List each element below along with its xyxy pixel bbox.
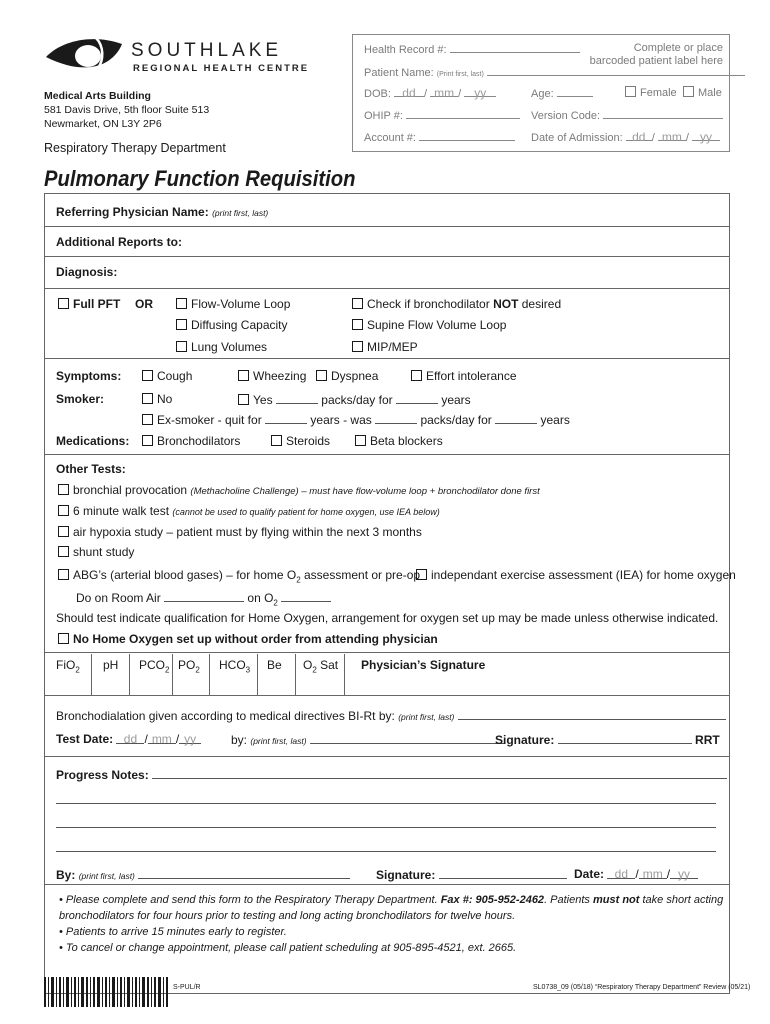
- bronchodialation-label: Bronchodialation given according to medical directives BI-Rt by:: [56, 709, 395, 723]
- abg-checkbox[interactable]: [58, 568, 420, 584]
- lab-pco2[interactable]: [139, 658, 169, 674]
- supine-flow-label: Supine Flow Volume Loop: [367, 318, 507, 332]
- admission-label: Date of Admission:: [531, 132, 623, 144]
- southlake-logo-icon: [44, 34, 124, 80]
- patient-name-hint: (Print first, last): [436, 71, 484, 78]
- air-hypoxia-checkbox[interactable]: [58, 525, 422, 539]
- rrt-label: RRT: [695, 733, 720, 747]
- room-air-label: Do on Room Air: [76, 591, 161, 605]
- ex-packs-label: packs/day for: [420, 413, 492, 427]
- walk-test-checkbox[interactable]: [58, 504, 440, 518]
- test-date-yy: yy: [184, 732, 197, 746]
- checkbox-icon: [352, 319, 363, 330]
- checkbox-icon: [58, 633, 69, 644]
- version-code-field[interactable]: [531, 108, 723, 122]
- progress-notes-field[interactable]: [56, 767, 727, 782]
- checkbox-icon: [238, 394, 249, 405]
- physician-signature-field[interactable]: Physician’s Signature: [361, 658, 486, 672]
- checkbox-icon: [58, 298, 69, 309]
- checkbox-icon: [625, 86, 636, 97]
- mip-mep-label: MIP/MEP: [367, 340, 418, 354]
- test-by-label: by:: [231, 733, 248, 747]
- test-date-label: Test Date:: [56, 732, 114, 746]
- packs-label: packs/day for: [321, 393, 393, 407]
- ohip-field[interactable]: [364, 108, 520, 122]
- checkbox-icon: [176, 341, 187, 352]
- cough-checkbox[interactable]: [142, 369, 192, 383]
- barcode-icon: [44, 977, 168, 1007]
- health-record-label: Health Record #:: [364, 44, 447, 56]
- female-label: Female: [640, 87, 677, 99]
- bronchodialation-field[interactable]: [56, 708, 726, 723]
- test-signature-label: Signature:: [495, 733, 555, 747]
- org-name: SOUTHLAKE: [131, 40, 283, 61]
- lab-po2-label: PO: [178, 658, 196, 672]
- notes-by-hint: (print first, last): [78, 871, 135, 881]
- patient-info-box: [352, 34, 730, 152]
- test-by-hint: (print first, last): [250, 736, 307, 746]
- test-date-dd: dd: [123, 732, 138, 746]
- referring-physician-field[interactable]: [56, 205, 268, 219]
- lab-po2[interactable]: [178, 658, 200, 674]
- abg-label: ABG’s (arterial blood gases) – for home O: [73, 568, 297, 582]
- notes-date-dd: dd: [614, 867, 629, 881]
- smoker-label: Smoker:: [56, 392, 105, 406]
- version-label: Version Code:: [531, 110, 601, 122]
- ex-smoker-checkbox[interactable]: [142, 412, 570, 427]
- checkbox-icon: [352, 298, 363, 309]
- checkbox-icon: [416, 569, 427, 580]
- checkbox-icon: [142, 414, 153, 425]
- department-name: Respiratory Therapy Department: [44, 141, 226, 155]
- ohip-line: [406, 108, 520, 119]
- ohip-label: OHIP #:: [364, 110, 403, 122]
- ex-smoker-label: Ex-smoker - quit for: [157, 413, 262, 427]
- checkbox-icon: [683, 86, 694, 97]
- lab-po2-sub: 2: [195, 665, 200, 675]
- smoker-yes-checkbox[interactable]: [238, 392, 471, 407]
- or-label: OR: [135, 297, 153, 311]
- ex-years-label: years - was: [310, 413, 372, 427]
- flow-volume-checkbox[interactable]: [176, 297, 290, 311]
- no-home-oxygen-label: No Home Oxygen set up without order from attending physician: [73, 632, 438, 646]
- admission-dd: dd: [632, 130, 646, 144]
- checkbox-icon: [58, 569, 69, 580]
- health-record-field[interactable]: [364, 42, 580, 56]
- dyspnea-checkbox[interactable]: [316, 369, 378, 383]
- bronchodialation-hint: (print first, last): [398, 712, 455, 722]
- dob-yy: yy: [474, 86, 487, 100]
- lab-fio2[interactable]: [56, 658, 80, 674]
- instruction-line: • Patients to arrive 15 minutes early to register.: [59, 926, 287, 938]
- dob-label: DOB:: [364, 88, 391, 100]
- checkbox-icon: [142, 393, 153, 404]
- beta-blockers-label: Beta blockers: [370, 434, 443, 448]
- lab-fio2-sub: 2: [75, 665, 80, 675]
- lab-pco2-label: PCO: [139, 658, 166, 672]
- test-date-mm: mm: [151, 732, 172, 746]
- full-pft-checkbox[interactable]: [58, 297, 120, 311]
- dob-dd: dd: [402, 86, 416, 100]
- page-title: Pulmonary Function Requisition: [44, 166, 356, 191]
- barcode-note: Complete or place barcoded patient label here: [589, 42, 723, 67]
- instruction-line: bronchodilators for four hours prior to testing and long acting bronchodilators for twelve hours.: [59, 910, 516, 922]
- lab-hco3-sub: 3: [245, 665, 251, 675]
- effort-intolerance-checkbox[interactable]: [411, 369, 517, 383]
- dob-field[interactable]: DOB: dd / mm / yy: [364, 86, 496, 100]
- iea-checkbox[interactable]: [416, 568, 736, 582]
- instructions-block: [59, 892, 723, 956]
- notes-by-field[interactable]: [56, 867, 350, 882]
- bronch-not-label-end: desired: [518, 297, 562, 311]
- bronch-not-emphasis: NOT: [493, 297, 519, 311]
- checkbox-icon: [355, 435, 366, 446]
- full-pft-label: Full PFT: [73, 297, 121, 311]
- ex-years-end: years: [540, 413, 570, 427]
- iea-label: independant exercise assessment (IEA) for home oxygen: [431, 568, 736, 582]
- steroids-checkbox[interactable]: [271, 434, 330, 448]
- checkbox-icon: [58, 484, 69, 495]
- shunt-study-label: shunt study: [73, 545, 135, 559]
- dyspnea-label: Dyspnea: [331, 369, 379, 383]
- non-smoker-checkbox[interactable]: [142, 392, 172, 406]
- bronchodilator-not-checkbox[interactable]: [352, 297, 561, 311]
- female-checkbox[interactable]: [625, 86, 677, 99]
- additional-reports-field[interactable]: Additional Reports to:: [56, 235, 182, 249]
- referring-physician-label: Referring Physician Name:: [56, 205, 209, 219]
- admission-mm: mm: [661, 130, 682, 144]
- checkbox-icon: [58, 526, 69, 537]
- other-tests-label: Other Tests:: [56, 462, 126, 476]
- progress-notes-line[interactable]: [56, 803, 716, 804]
- bronch-not-label: Check if bronchodilator: [367, 297, 494, 311]
- checkbox-icon: [58, 546, 69, 557]
- test-signature-field[interactable]: [495, 732, 720, 747]
- notes-by-label: By:: [56, 868, 76, 882]
- checkbox-icon: [176, 319, 187, 330]
- diagnosis-field[interactable]: Diagnosis:: [56, 265, 118, 279]
- lab-hco3-label: HCO: [219, 658, 246, 672]
- age-line: [557, 86, 593, 97]
- address-block: [44, 89, 209, 131]
- address-line-2: Newmarket, ON L3Y 2P6: [44, 118, 162, 130]
- cough-label: Cough: [157, 369, 193, 383]
- notes-date-field[interactable]: Date: dd / mm / yy: [574, 867, 698, 881]
- lung-volumes-label: Lung Volumes: [191, 340, 268, 354]
- bronchodilators-label: Bronchodilators: [157, 434, 241, 448]
- checkbox-icon: [142, 370, 153, 381]
- lab-be[interactable]: Be: [267, 658, 282, 672]
- patient-name-label: Patient Name:: [364, 67, 434, 79]
- yes-label: Yes: [253, 393, 273, 407]
- age-field[interactable]: [531, 86, 593, 100]
- qualification-note: Should test indicate qualification for Home Oxygen, arrangement for oxygen set up may be made unless otherwise indicated.: [56, 611, 719, 625]
- flow-volume-label: Flow-Volume Loop: [191, 297, 291, 311]
- age-label: Age:: [531, 88, 554, 100]
- account-line: [419, 130, 515, 141]
- notes-date-label: Date:: [574, 867, 605, 881]
- supine-flow-checkbox[interactable]: [352, 318, 506, 332]
- walk-test-label: 6 minute walk test: [73, 504, 170, 518]
- bronchial-provocation-checkbox[interactable]: [58, 483, 540, 497]
- bronchial-provocation-label: bronchial provocation: [73, 483, 188, 497]
- lab-o2-label: O: [303, 658, 313, 672]
- admission-yy: yy: [700, 130, 713, 144]
- beta-blockers-checkbox[interactable]: [355, 434, 443, 448]
- building-name: Medical Arts Building: [44, 90, 151, 102]
- lab-hco3[interactable]: [219, 658, 250, 674]
- lab-fio2-label: FiO: [56, 658, 76, 672]
- checkbox-icon: [352, 341, 363, 352]
- referring-physician-hint: (print first, last): [212, 208, 269, 218]
- mip-mep-checkbox[interactable]: [352, 340, 418, 354]
- admission-date-field[interactable]: Date of Admission: dd / mm / yy: [531, 130, 720, 144]
- symptoms-label: Symptoms:: [56, 369, 122, 383]
- male-checkbox[interactable]: [683, 86, 722, 99]
- male-label: Male: [698, 87, 722, 99]
- test-by-field[interactable]: [231, 732, 505, 747]
- effort-intolerance-label: Effort intolerance: [426, 369, 517, 383]
- bronchodilators-checkbox[interactable]: [142, 434, 240, 448]
- lab-ph[interactable]: pH: [103, 658, 119, 672]
- walk-test-note: (cannot be used to qualify patient for home oxygen, use IEA below): [172, 507, 440, 517]
- no-label: No: [157, 392, 173, 406]
- on-o2-label: on O: [247, 591, 274, 605]
- on-o2-subscript: 2: [273, 598, 278, 608]
- lab-o2-sub: 2: [312, 665, 317, 675]
- medications-label: Medications:: [56, 434, 130, 448]
- room-air-field[interactable]: [76, 590, 331, 607]
- dob-mm: mm: [434, 86, 455, 100]
- lab-sat-label: Sat: [316, 658, 339, 672]
- progress-notes-line[interactable]: [56, 827, 716, 828]
- notes-signature-label: Signature:: [376, 868, 436, 882]
- years-label: years: [441, 393, 471, 407]
- account-label: Account #:: [364, 132, 416, 144]
- checkbox-icon: [238, 370, 249, 381]
- notes-date-yy: yy: [678, 867, 691, 881]
- wheezing-label: Wheezing: [253, 369, 307, 383]
- steroids-label: Steroids: [286, 434, 331, 448]
- account-field[interactable]: [364, 130, 515, 144]
- health-record-line: [450, 42, 580, 53]
- progress-notes-label: Progress Notes:: [56, 768, 149, 782]
- patient-name-line: [487, 65, 745, 76]
- checkbox-icon: [142, 435, 153, 446]
- air-hypoxia-label: air hypoxia study – patient must by flying within the next 3 months: [73, 525, 422, 539]
- instruction-line: • Please complete and send this form to the Respiratory Therapy Department. Fax #: 905-952-2462. Patients must not take short acting: [59, 894, 724, 906]
- lung-volumes-checkbox[interactable]: [176, 340, 267, 354]
- checkbox-icon: [316, 370, 327, 381]
- test-date-field[interactable]: Test Date: dd / mm / yy: [56, 732, 201, 746]
- checkbox-icon: [176, 298, 187, 309]
- form-code: S-PUL/R: [173, 984, 201, 991]
- notes-signature-field[interactable]: [376, 867, 567, 882]
- org-subtitle: REGIONAL HEALTH CENTRE: [133, 63, 310, 74]
- version-line: [603, 108, 723, 119]
- notes-date-mm: mm: [642, 867, 663, 881]
- form-revision: SL0738_09 (05/18) “Respiratory Therapy Department” Review (05/21): [533, 984, 751, 991]
- diffusing-capacity-checkbox[interactable]: [176, 318, 288, 332]
- lab-o2-sat[interactable]: [303, 658, 338, 674]
- abg-label-end: assessment or pre-op: [300, 568, 421, 582]
- diffusing-capacity-label: Diffusing Capacity: [191, 318, 288, 332]
- progress-notes-line[interactable]: [56, 851, 716, 852]
- instruction-line: • To cancel or change appointment, please call patient scheduling at 905-895-4521, ext. 2665.: [59, 942, 517, 954]
- shunt-study-checkbox[interactable]: [58, 545, 134, 559]
- no-home-oxygen-checkbox[interactable]: [58, 632, 438, 646]
- abg-subscript: 2: [296, 575, 301, 585]
- lab-pco2-sub: 2: [165, 665, 170, 675]
- checkbox-icon: [58, 505, 69, 516]
- checkbox-icon: [271, 435, 282, 446]
- requisition-form: [44, 193, 736, 994]
- address-line-1: 581 Davis Drive, 5th floor Suite 513: [44, 104, 210, 116]
- checkbox-icon: [411, 370, 422, 381]
- wheezing-checkbox[interactable]: [238, 369, 306, 383]
- patient-name-field[interactable]: [364, 65, 745, 79]
- bronchial-provocation-note: (Methacholine Challenge) – must have flow-volume loop + bronchodilator done first: [190, 486, 540, 497]
